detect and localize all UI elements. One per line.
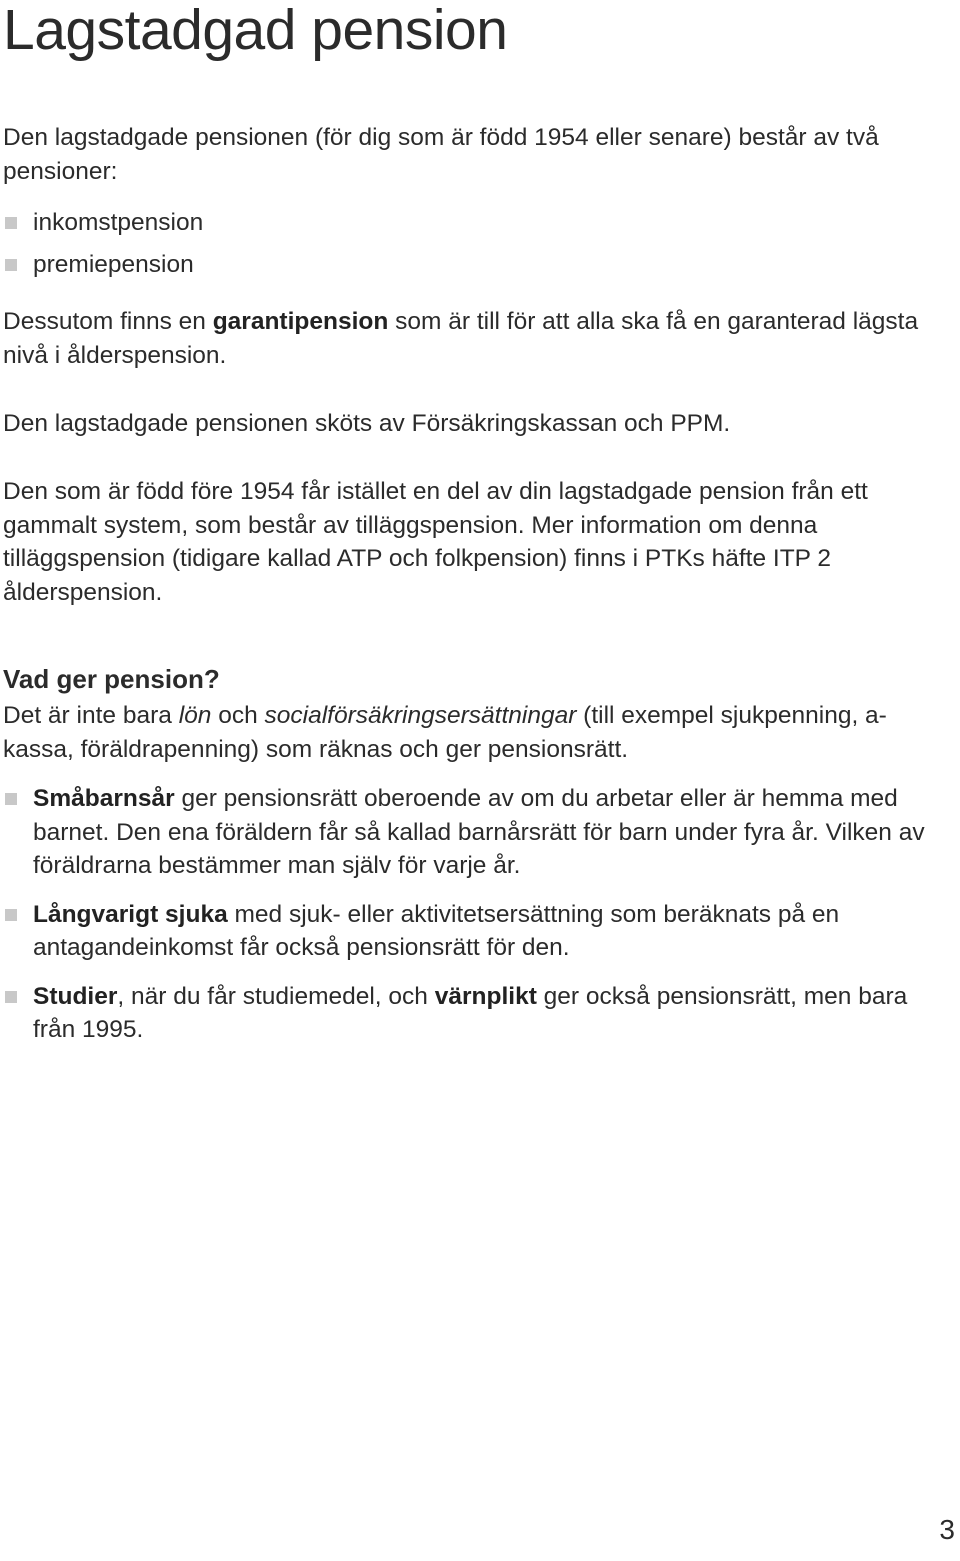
intro-italic-1: lön — [178, 702, 212, 729]
administered-paragraph: Den lagstadgade pensionen sköts av Försäkringskassan och PPM. — [3, 410, 731, 437]
list-item-label: premiepension — [33, 250, 194, 278]
list-item-term: Studier — [33, 982, 118, 1010]
list-item-label: inkomstpension — [33, 209, 204, 236]
list-item — [3, 248, 943, 282]
list-item — [3, 782, 943, 883]
guarantee-term: garantipension — [212, 308, 389, 335]
list-item — [3, 980, 943, 1047]
list-item-term-2: värnplikt — [434, 982, 537, 1010]
intro-text-1: Det är inte bara — [3, 702, 179, 729]
guarantee-paragraph — [3, 305, 943, 372]
square-bullet-icon — [5, 909, 17, 921]
square-bullet-icon — [5, 991, 17, 1003]
section-intro-paragraph — [3, 699, 943, 766]
square-bullet-icon — [5, 793, 17, 805]
pension-rights-list — [3, 782, 943, 1047]
intro-text-3: (till exempel sjukpenning, a-kassa, föräldrapenning) som räknas och ger pensionsrätt. — [3, 702, 887, 763]
list-item-term: Långvarigt sjuka — [33, 900, 228, 928]
list-item — [3, 206, 943, 240]
intro-italic-2: socialförsäkringsersättningar — [264, 702, 577, 729]
square-bullet-icon — [5, 259, 17, 271]
list-item-text: , när du får studiemedel, och — [117, 982, 435, 1010]
list-item-text: med sjuk- eller aktivitetsersättning som beräknats på en antagandeinkomst får också pensionsrätt för den. — [33, 900, 840, 961]
list-item-text: ger pensionsrätt oberoende av om du arbetar eller är hemma med barnet. Den ena föräldern får så kallad barnårsrätt för barn under fyra år. Vilken av föräldrarna bestämmer man själv för varje år. — [33, 785, 925, 879]
intro-text-2: och — [211, 702, 265, 729]
list-item — [3, 898, 943, 965]
square-bullet-icon — [5, 217, 17, 229]
guarantee-text-start: Dessutom finns en — [3, 308, 213, 335]
guarantee-text-end: som är till för att alla ska få en garanterad lägsta nivå i ålderspension. — [3, 308, 919, 369]
page-title: Lagstadgad pension — [3, 0, 508, 62]
page-number: 3 — [939, 1514, 955, 1545]
intro-paragraph: Den lagstadgade pensionen (för dig som är född 1954 eller senare) består av två pensioner: — [3, 124, 879, 185]
older-system-paragraph: Den som är född före 1954 får istället en del av din lagstadgade pension från ett gammalt system, som består av tilläggspension. Mer information om denna tilläggspension (tidigare kallad ATP och folkpension) finns i PTKs häfte ITP 2 ålderspension. — [3, 478, 868, 606]
section-heading: Vad ger pension? — [3, 664, 220, 694]
pension-types-list — [3, 206, 943, 281]
list-item-term: Småbarnsår — [33, 785, 175, 812]
list-item-text-2: ger också pensionsrätt, men bara från 1995. — [33, 982, 908, 1043]
